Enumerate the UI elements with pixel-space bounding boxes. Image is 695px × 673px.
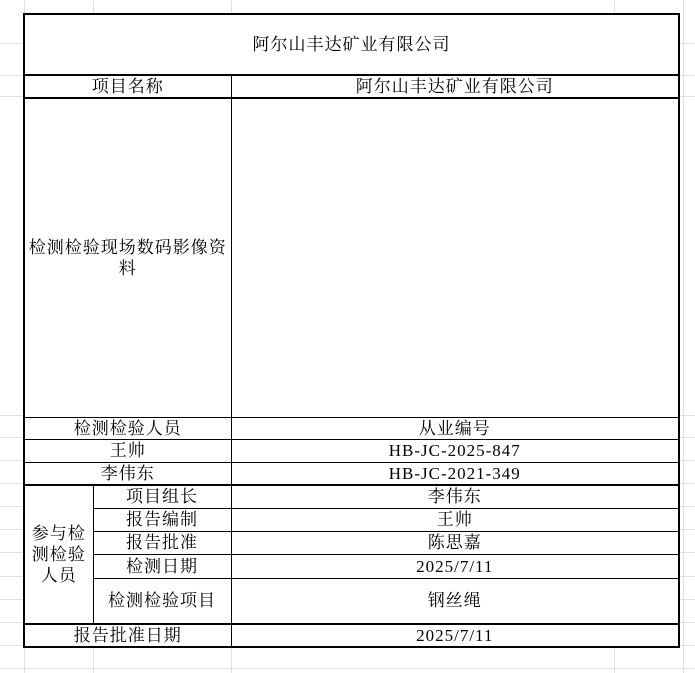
participant-label-cell[interactable]: 项目组长: [93, 485, 231, 508]
personnel-row: [24, 439, 679, 462]
gridline-vertical: [683, 0, 684, 673]
participant-value-cell[interactable]: 陈思嘉: [231, 531, 679, 554]
participant-label-cell[interactable]: 报告编制: [93, 508, 231, 531]
personnel-header-value-cell[interactable]: 从业编号: [231, 417, 679, 439]
participant-row: [24, 554, 679, 578]
participant-label-cell[interactable]: 检测检验项目: [93, 578, 231, 624]
media-label-cell[interactable]: 检测检验现场数码影像资料: [24, 98, 231, 417]
participant-row: [24, 485, 679, 508]
participant-value-cell[interactable]: 李伟东: [231, 485, 679, 508]
gridline-horizontal: [0, 668, 695, 669]
approval-date-label-cell[interactable]: 报告批准日期: [24, 624, 231, 647]
personnel-code-cell[interactable]: HB-JC-2025-847: [231, 439, 679, 462]
participant-value-cell[interactable]: 王帅: [231, 508, 679, 531]
participants-group-label-cell[interactable]: 参与检测检验人员: [24, 485, 93, 624]
participant-row: [24, 508, 679, 531]
personnel-code-cell[interactable]: HB-JC-2021-349: [231, 462, 679, 485]
personnel-name-cell[interactable]: 李伟东: [24, 462, 231, 485]
participant-label-cell[interactable]: 报告批准: [93, 531, 231, 554]
project-name-value-cell[interactable]: 阿尔山丰达矿业有限公司: [231, 75, 679, 98]
participant-row: [24, 578, 679, 624]
participant-row: [24, 531, 679, 554]
report-title-cell[interactable]: 阿尔山丰达矿业有限公司: [24, 14, 679, 75]
inspection-report-table: [23, 13, 680, 648]
participant-label-cell[interactable]: 检测日期: [93, 554, 231, 578]
media-placeholder-cell[interactable]: [231, 98, 679, 417]
personnel-header-label-cell[interactable]: 检测检验人员: [24, 417, 231, 439]
participant-value-cell[interactable]: 钢丝绳: [231, 578, 679, 624]
participant-value-cell[interactable]: 2025/7/11: [231, 554, 679, 578]
personnel-name-cell[interactable]: 王帅: [24, 439, 231, 462]
project-name-label-cell[interactable]: 项目名称: [24, 75, 231, 98]
personnel-row: [24, 462, 679, 485]
approval-date-value-cell[interactable]: 2025/7/11: [231, 624, 679, 647]
